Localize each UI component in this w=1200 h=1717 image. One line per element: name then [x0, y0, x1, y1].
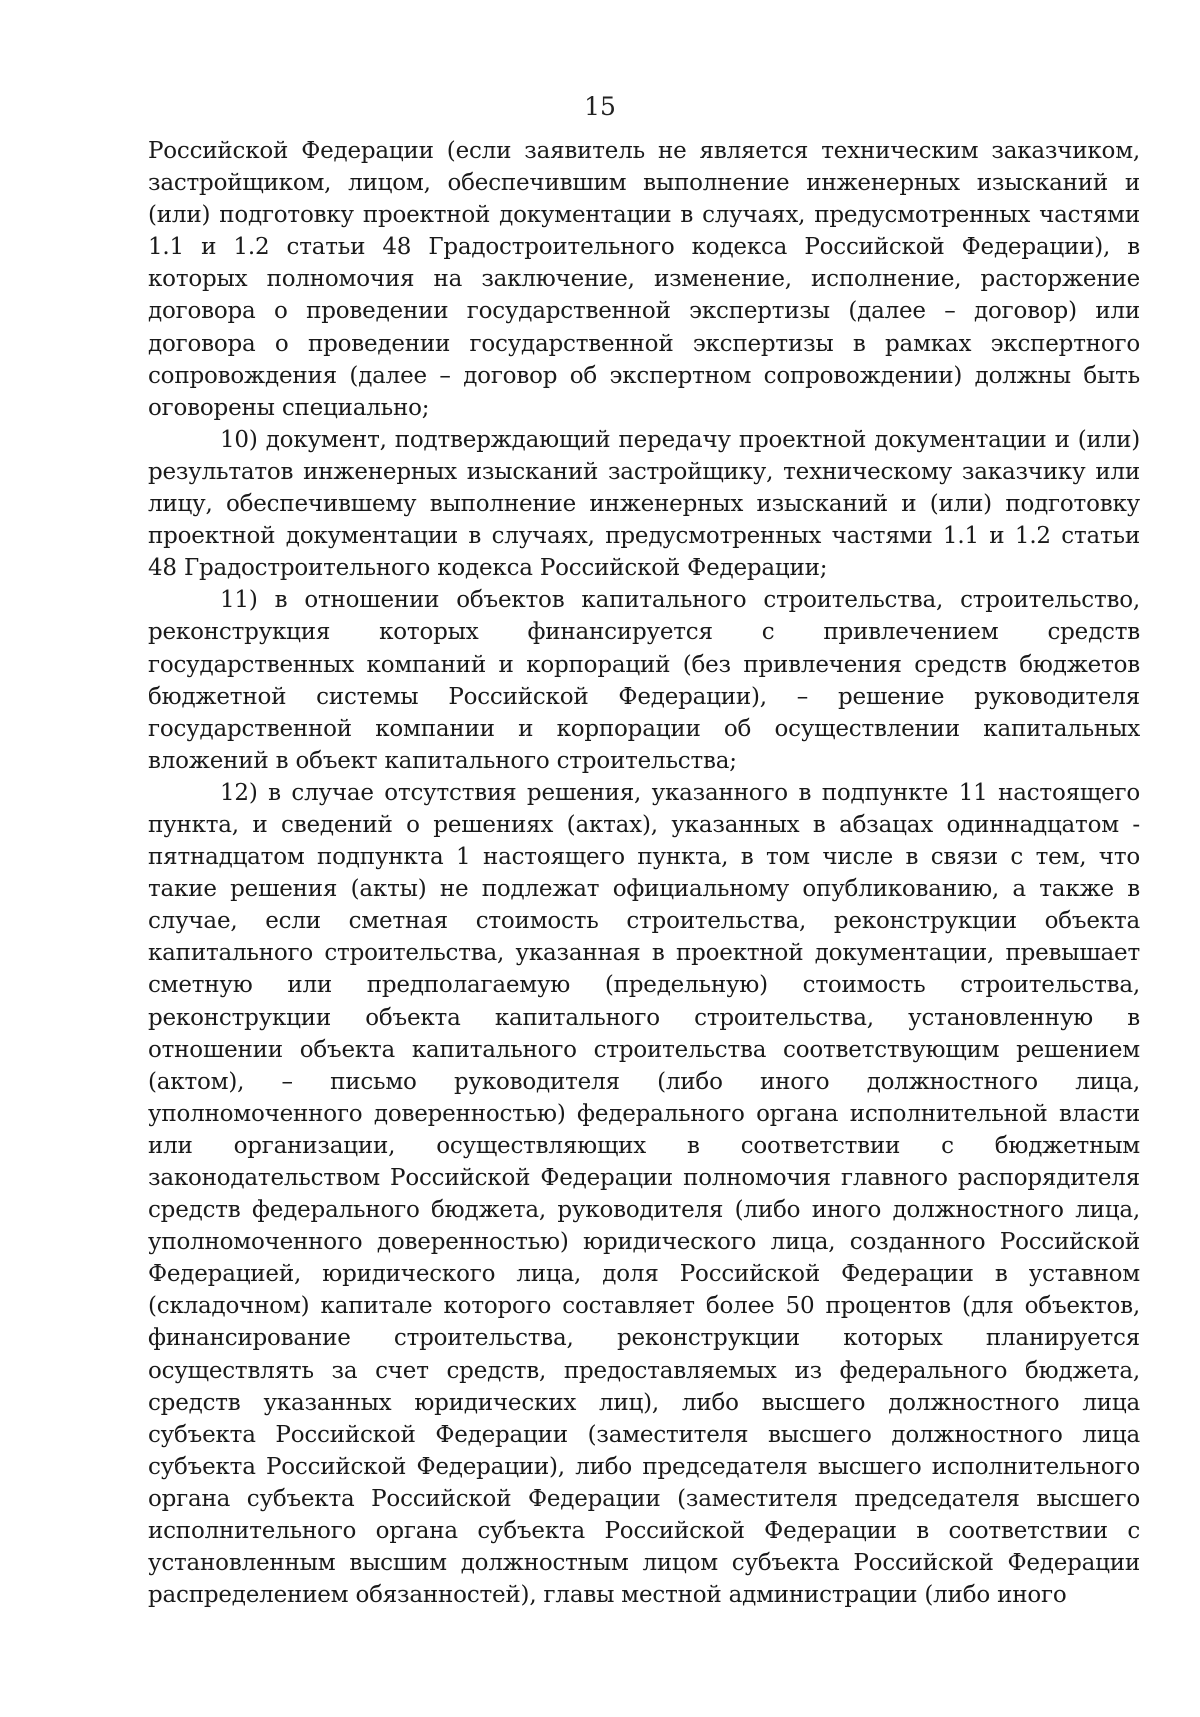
paragraph-item-12: 12) в случае отсутствия решения, указанного в подпункте 11 настоящего пункта, и сведений о решениях (актах), указанных в абзацах одиннадцатом - пятнадцатом подпункта 1 настоящего пункта, в том числе в связи с тем, что такие решения (акты) не подлежат официальному опубликованию, а также в случае, если сметная стоимость строительства, реконструкции объекта капитального строительства, указанная в проектной документации, превышает сметную или предполагаемую (предельную) стоимость строительства, реконструкции объекта капитального строительства, установленную в отношении объекта капитального строительства соответствующим решением (актом), – письмо руководителя (либо иного должностного лица, уполномоченного доверенностью) федерального органа исполнительной власти или организации, осуществляющих в соответствии с бюджетным законодательством Российской Федерации полномочия главного распорядителя средств федерального бюджета, руководителя (либо иного должностного лица, уполномоченного доверенностью) юридического лица, созданного Российской Федерацией, юридического лица, доля Российской Федерации в уставном (складочном) капитале которого составляет более 50 процентов (для объектов, финансирование строительства, реконструкции которых планируется осуществлять за счет средств, предоставляемых из федерального бюджета, средств указанных юридических лиц), либо высшего должностного лица субъекта Российской Федерации (заместителя высшего должностного лица субъекта Российской Федерации), либо председателя высшего исполнительного органа субъекта Российской Федерации (заместителя председателя высшего исполнительного органа субъекта Российской Федерации в соответствии с установленным высшим должностным лицом субъекта Российской Федерации распределением обязанностей), главы местной администрации (либо иного [148, 779, 1140, 1609]
document-body [148, 135, 1140, 1611]
paragraph-continuation: Российской Федерации (если заявитель не является техническим заказчиком, застройщиком, лицом, обеспечившим выполнение инженерных изысканий и (или) подготовку проектной документации в случаях, предусмотренных частями 1.1 и 1.2 статьи 48 Градостроительного кодекса Российской Федерации), в которых полномочия на заключение, изменение, исполнение, расторжение договора о проведении государственной экспертизы (далее – договор) или договора о проведении государственной экспертизы в рамках экспертного сопровождения (далее – договор об экспертном сопровождении) должны быть оговорены специально; [148, 138, 1140, 421]
paragraph-item-10: 10) документ, подтверждающий передачу проектной документации и (или) результатов инженерных изысканий застройщику, техническому заказчику или лицу, обеспечившему выполнение инженерных изысканий и (или) подготовку проектной документации в случаях, предусмотренных частями 1.1 и 1.2 статьи 48 Градостроительного кодекса Российской Федерации; [148, 426, 1140, 582]
page-number: 15 [584, 92, 616, 121]
paragraph-item-11: 11) в отношении объектов капитального строительства, строительство, реконструкция которых финансируется с привлечением средств государственных компаний и корпораций (без привлечения средств бюджетов бюджетной системы Российской Федерации), – решение руководителя государственной компании и корпорации об осуществлении капитальных вложений в объект капитального строительства; [148, 587, 1140, 774]
